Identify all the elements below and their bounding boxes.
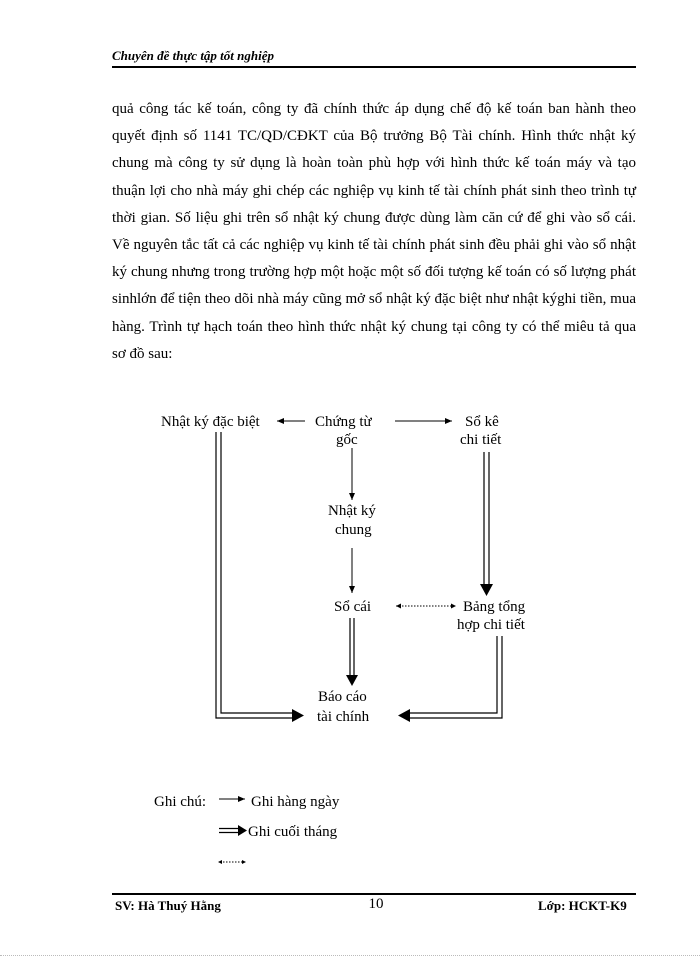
arrow-ledger-summary-dotted	[396, 604, 456, 609]
node-general-journal-line2: chung	[335, 522, 372, 538]
footer-student: SV: Hà Thuý Hằng	[115, 898, 221, 913]
page-bottom-dotted-line	[0, 955, 700, 956]
legend-month-end-arrow	[219, 825, 247, 836]
footer-page-number: 10	[368, 896, 384, 912]
node-source-docs-line2: gốc	[336, 432, 358, 448]
node-ledger: Sổ cái	[334, 599, 372, 615]
footer-rule	[112, 893, 636, 895]
node-special-journal: Nhật ký đặc biệt	[161, 414, 260, 430]
legend-month-end-label: Ghi cuối tháng	[248, 824, 338, 840]
legend-dotted-arrow	[218, 860, 246, 864]
legend-title: Ghi chú:	[154, 794, 207, 810]
arrow-summary-to-report	[398, 636, 502, 722]
arrow-ledger-to-report	[346, 618, 358, 686]
node-detail-book-line1: Sổ kê	[465, 414, 499, 430]
node-general-journal-line1: Nhật ký	[328, 503, 376, 519]
page-header-title: Chuyên đề thực tập tốt nghiệp	[112, 48, 274, 63]
body-paragraph: quả công tác kế toán, công ty đã chính thức áp dụng chế độ kế toán ban hành theo quyết định số 1141 TC/QD/CĐKT của Bộ trưởng Bộ Tài chính. Hình thức nhật ký chung mà công ty sử dụng là hoàn toàn phù hợp với hình thức kế toán máy và tạo thuận lợi cho nhà máy ghi chép các nghiệp vụ kinh tế tài chính phát sinh theo trình tự thời gian. Số liệu ghi trên sổ nhật ký chung được dùng làm căn cứ để ghi vào sổ cái. Về nguyên tắc tất cả các nghiệp vụ kinh tế tài chính phát sinh đều phải ghi vào sổ nhật ký chung nhưng trong trường hợp một hoặc một số đối tượng kế toán có số lượng phát sinhlớn để tiện theo dõi nhà máy cũng mở sổ nhật ký đặc biệt như nhật kýghi tiền, mua hàng. Trình tự hạch toán theo hình thức nhật ký chung tại công ty có thể miêu tả qua sơ đồ sau:	[112, 101, 636, 362]
arrow-special-to-report	[216, 432, 304, 722]
node-report-line2: tài chính	[317, 709, 370, 725]
legend-daily-label: Ghi hàng ngày	[251, 794, 340, 810]
node-source-docs-line1: Chứng từ	[315, 414, 372, 430]
arrow-detail-to-summary	[480, 452, 493, 596]
node-detail-book-line2: chi tiết	[460, 432, 502, 448]
node-summary-line2: hợp chi tiết	[457, 617, 525, 633]
node-report-line1: Báo cáo	[318, 689, 367, 705]
node-summary-line1: Bảng tổng	[463, 599, 526, 615]
footer-class: Lớp: HCKT-K9	[538, 898, 627, 913]
